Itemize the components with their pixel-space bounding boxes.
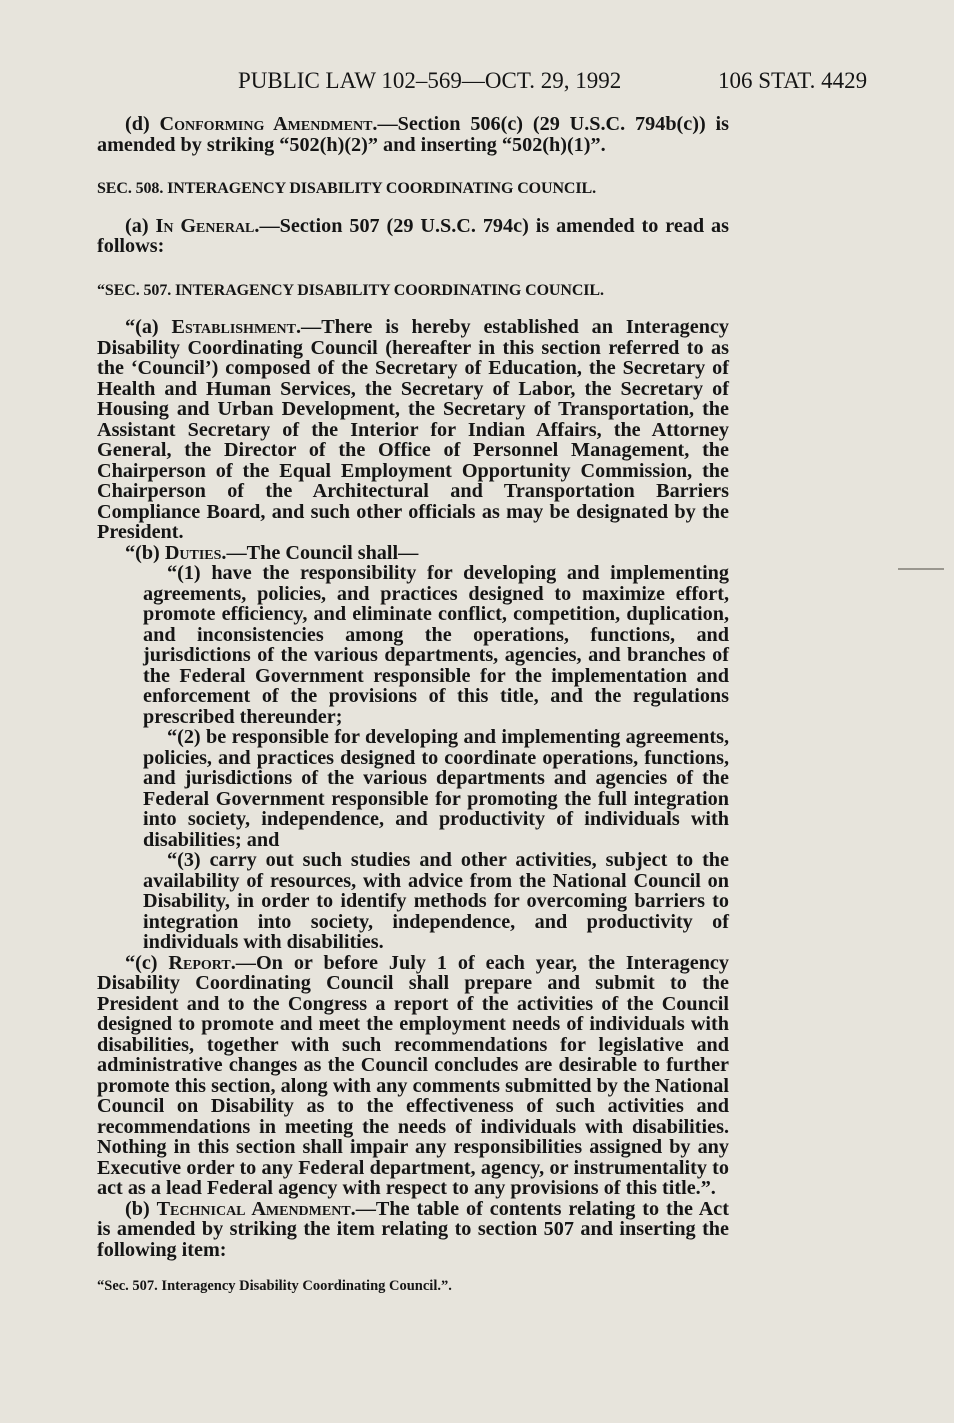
statute-page-number: 106 STAT. 4429 xyxy=(718,68,868,93)
caption: Technical Amendment. xyxy=(156,1197,356,1220)
margin-mark xyxy=(898,568,944,570)
caption: Report. xyxy=(168,951,236,974)
sec-507-a-establishment: “(a) Establishment.—There is hereby established an Interagency Disability Coordinating Council (hereafter in this section referred to as the ‘Council’) composed of the Secretary of Education, the Secretary of Health and Human Services, the Secretary of Labor, the Secretary of Housing and Urban Development, the Secretary of Transportation, the Assistant Secretary of the Interior for Indian Affairs, the Attorney General, the Director of the Office of Personnel Management, the Chairperson of the Equal Employment Opportunity Commission, the Chairperson of the Architectural and Transportation Barriers Compliance Board, and such other officials as may be designated by the President. xyxy=(97,316,729,543)
sec-507-b-duties: “(b) Duties.—The Council shall— xyxy=(125,541,419,564)
sec-507-c-report: “(c) Report.—On or before July 1 of each year, the Interagency Disability Coordinating Council shall prepare and submit to the President and to the Congress a report of the activities of the Council designed to promote and meet the employment needs of individuals with disabilities, together with such recommendations for legislative and administrative changes as the Council concludes are desirable to further promote this section, along with any comments submitted by the National Council on Disability as to the effectiveness of such activities and recommendations in meeting the needs of individuals with disabilities. Nothing in this section shall impair any responsibilities assigned by any Executive order to any Federal department, agency, or instrumentality to act as a lead Federal agency with respect to any provisions of this title.”. xyxy=(97,951,729,1199)
caption: Conforming Amendment. xyxy=(159,113,378,135)
section-d-conforming-amendment: (d) Conforming Amendment.—Section 506(c) (29 U.S.C. 794b(c)) is amended by striking “502(h)(2)” and inserting “502(h)(1)”. xyxy=(97,113,729,156)
duties-item-2: “(2) be responsible for developing and implementing agreements, policies, and practices designed to coordinate operations, functions, and jurisdictions of the various departments and agencies of the Federal Government responsible for promoting the full integration into society, independence, and productivity of individuals with disabilities; and xyxy=(143,726,729,851)
sec-508-a-in-general: (a) In General.—Section 507 (29 U.S.C. 794c) is amended to read as follows: xyxy=(97,214,730,257)
sec-508-heading: SEC. 508. INTERAGENCY DISABILITY COORDINATING COUNCIL. xyxy=(97,180,596,197)
sec-508-b-technical-amendment: (b) Technical Amendment.—The table of contents relating to the Act is amended by striking the item relating to section 507 and inserting the following item: xyxy=(97,1197,729,1261)
sec-507-heading: “SEC. 507. INTERAGENCY DISABILITY COORDINATING COUNCIL. xyxy=(97,281,604,299)
duties-item-1: “(1) have the responsibility for developing and implementing agreements, policies, and practices designed to maximize effort, promote efficiency, and eliminate conflict, competition, duplication, and inconsistencies among the operations, functions, and jurisdictions of the various departments, agencies, and branches of the Federal Government responsible for the implementation and enforcement of the provisions of this title, and the regulations prescribed thereunder; xyxy=(143,562,729,728)
document-body xyxy=(97,114,729,1297)
running-header-title: PUBLIC LAW 102–569—OCT. 29, 1992 xyxy=(238,68,622,93)
caption: Duties. xyxy=(164,541,227,564)
caption: Establishment. xyxy=(171,316,301,338)
caption: In General. xyxy=(155,214,260,237)
duties-item-3: “(3) carry out such studies and other activities, subject to the availability of resources, with advice from the National Council on Disability, in order to identify methods for overcoming barriers to integration into society, independence, and productivity of individuals with disabilities. xyxy=(143,849,729,953)
table-of-contents-item: “Sec. 507. Interagency Disability Coordinating Council.”. xyxy=(97,1278,452,1294)
